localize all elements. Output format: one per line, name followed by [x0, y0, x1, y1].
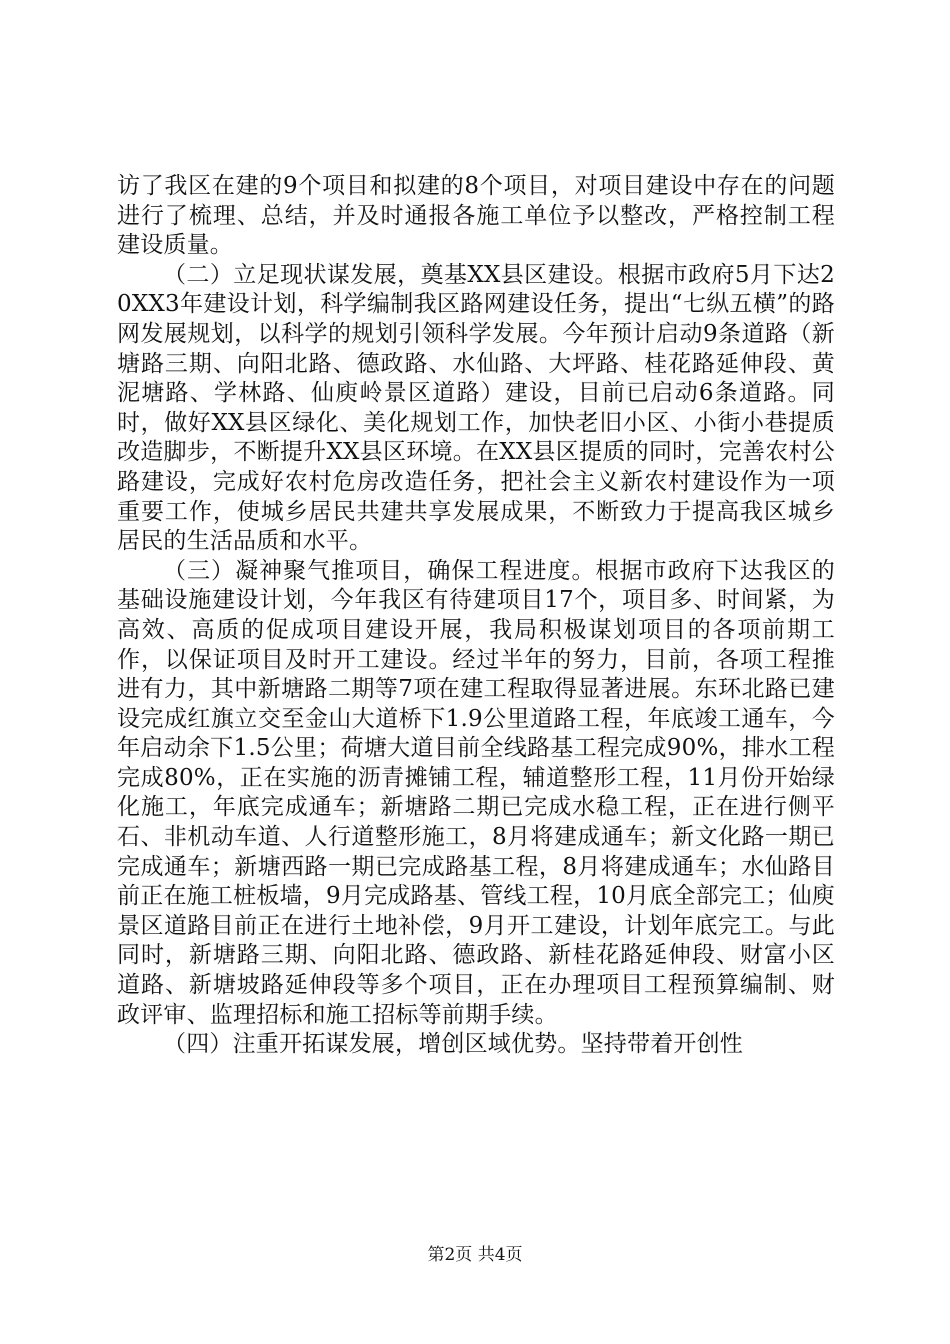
document-body [117, 172, 835, 1060]
paragraph-section-3: （三）凝神聚气推项目，确保工程进度。根据市政府下达我区的基础设施建设计划，今年我区有待建项目17个，项目多、时间紧，为高效、高质的促成项目建设开展，我局积极谋划项目的各项前期工作，以保证项目及时开工建设。经过半年的努力，目前，各项工程推进有力，其中新塘路二期等7项在建工程取得显著进展。东环北路已建设完成红旗立交至金山大道桥下1.9公里道路工程，年底竣工通车，今年启动余下1.5公里；荷塘大道目前全线路基工程完成90%，排水工程完成80%，正在实施的沥青摊铺工程，辅道整形工程，11月份开始绿化施工，年底完成通车；新塘路二期已完成水稳工程，正在进行侧平石、非机动车道、人行道整形施工，8月将建成通车；新文化路一期已完成通车；新塘西路一期已完成路基工程，8月将建成通车；水仙路目前正在施工桩板墙，9月完成路基、管线工程，10月底全部完工；仙庾景区道路目前正在进行土地补偿，9月开工建设，计划年底完工。与此同时，新塘路三期、向阳北路、德政路、新桂花路延伸段、财富小区道路、新塘坡路延伸段等多个项目，正在办理项目工程预算编制、财政评审、监理招标和施工招标等前期手续。 [117, 557, 835, 1028]
page-number-footer: 第2页 共4页 [427, 1245, 523, 1265]
paragraph-section-2: （二）立足现状谋发展，奠基XX县区建设。根据市政府5月下达20XX3年建设计划，科学编制我区路网建设任务，提出“七纵五横”的路网发展规划，以科学的规划引领科学发展。今年预计启动9条道路（新塘路三期、向阳北路、德政路、水仙路、大坪路、桂花路延伸段、黄泥塘路、学林路、仙庾岭景区道路）建设，目前已启动6条道路。同时，做好XX县区绿化、美化规划工作，加快老旧小区、小街小巷提质改造脚步，不断提升XX县区环境。在XX县区提质的同时，完善农村公路建设，完成好农村危房改造任务，把社会主义新农村建设作为一项重要工作，使城乡居民共建共享发展成果，不断致力于提高我区城乡居民的生活品质和水平。 [117, 261, 835, 555]
paragraph-section-4: （四）注重开拓谋发展，增创区域优势。坚持带着开创性 [163, 1031, 743, 1058]
paragraph-continuation: 访了我区在建的9个项目和拟建的8个项目，对项目建设中存在的问题进行了梳理、总结，并及时通报各施工单位予以整改，严格控制工程建设质量。 [117, 173, 835, 259]
